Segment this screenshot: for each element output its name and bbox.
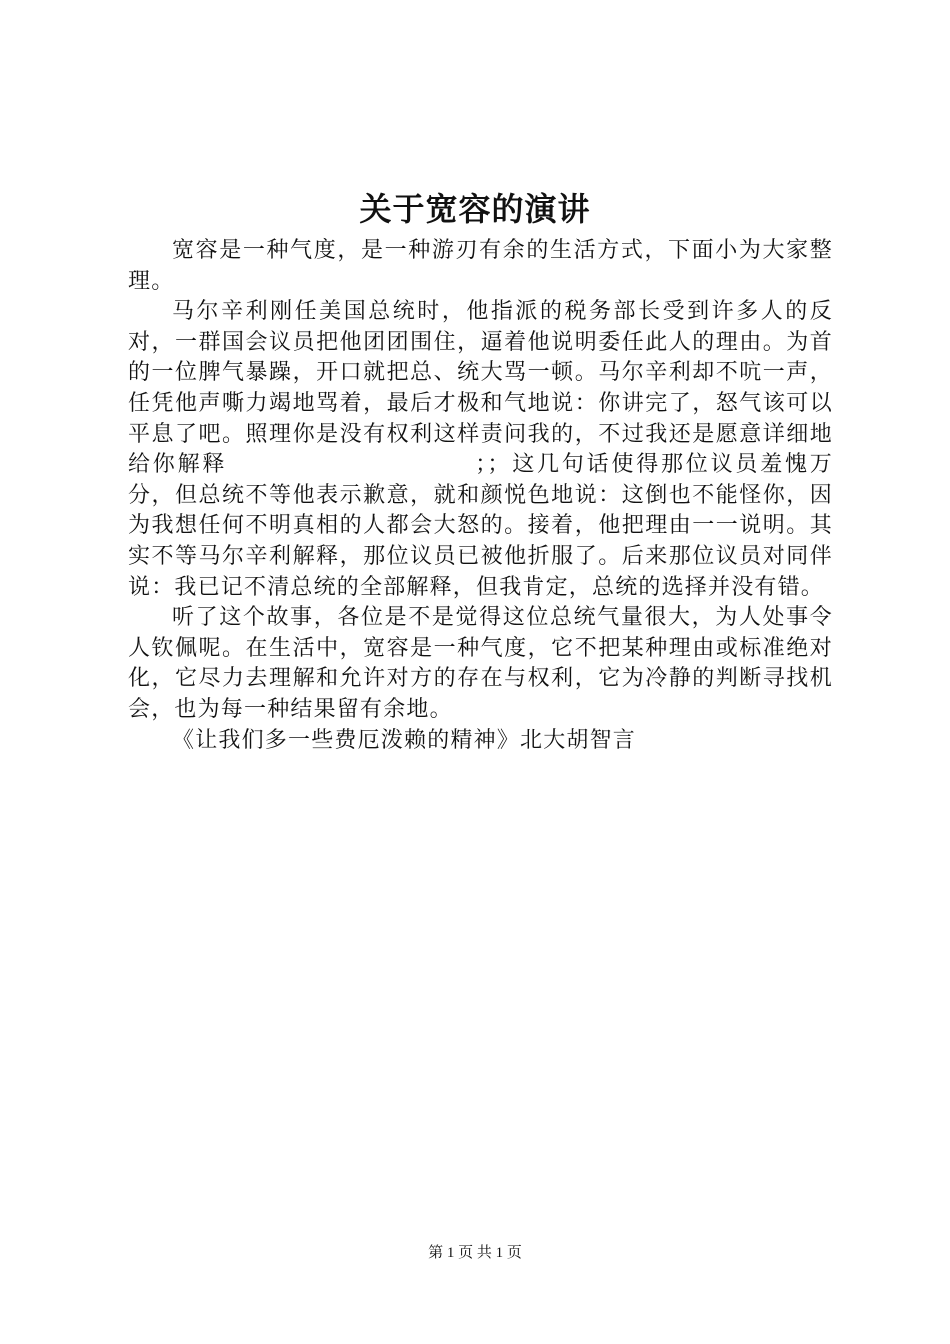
document-title: 关于宽容的演讲 <box>359 190 591 228</box>
paragraph-reflection: 听了这个故事，各位是不是觉得这位总统气量很大，为人处事令人钦佩呢。在生活中，宽容是一种气度，它不把某种理由或标准绝对化，它尽力去理解和允许对方的存在与权利，它为冷静的判断寻找机会，也为每一种结果留有余地。 <box>128 605 833 722</box>
paragraph-source: 《让我们多一些费厄泼赖的精神》北大胡智言 <box>172 727 637 753</box>
document-body <box>128 236 833 756</box>
page-footer: 第 1 页 共 1 页 <box>428 1245 522 1261</box>
paragraph-intro: 宽容是一种气度，是一种游刃有余的生活方式，下面小为大家整理。 <box>128 238 833 294</box>
paragraph-story: 马尔辛利刚任美国总统时，他指派的税务部长受到许多人的反对，一群国会议员把他团团围住，逼着他说明委任此人的理由。为首的一位脾气暴躁，开口就把总、统大骂一顿。马尔辛利却不吭一声，任凭他声嘶力竭地骂着，最后才极和气地说：你讲完了，怒气该可以平息了吧。照理你是没有权利这样责问我的，不过我还是愿意详细地给你解释 ；；这几句话使得那位议员羞愧万分，但总统不等他表示歉意，就和颜悦色地说：这倒也不能怪你，因为我想任何不明真相的人都会大怒的。接着，他把理由一一说明。其实不等马尔辛利解释，那位议员已被他折服了。后来那位议员对同伴说：我已记不清总统的全部解释，但我肯定，总统的选择并没有错。 <box>128 299 833 600</box>
